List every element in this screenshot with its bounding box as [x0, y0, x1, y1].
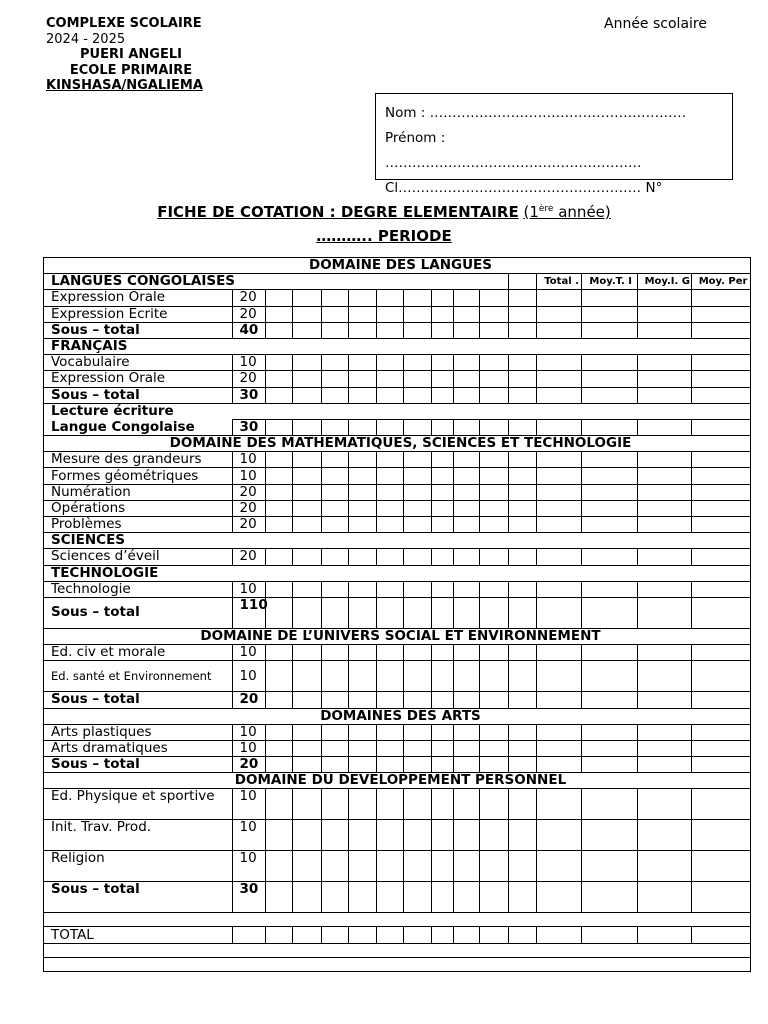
row-label: Problèmes — [44, 517, 233, 533]
row-label: Mesure des grandeurs — [44, 452, 233, 468]
total-label: TOTAL — [44, 927, 233, 943]
row-label: Init. Trav. Prod. — [44, 820, 233, 851]
row-max: 10 — [232, 645, 265, 661]
row-label: Formes géométriques — [44, 468, 233, 484]
table-row — [44, 581, 751, 597]
table-row — [44, 484, 751, 500]
row-label: Ed. santé et Environnement — [44, 661, 233, 692]
nom-field[interactable]: Nom : ………………………………………………… — [385, 105, 687, 121]
table-row — [44, 661, 751, 692]
row-max: 20 — [232, 549, 265, 565]
table-row — [44, 371, 751, 387]
prenom-field[interactable]: ………………………………………………… — [385, 155, 642, 171]
section-technologie: TECHNOLOGIE — [44, 565, 751, 581]
school-name: PUERI ANGELI — [80, 47, 182, 62]
school-complex: COMPLEXE SCOLAIRE — [46, 16, 202, 31]
table-row — [44, 740, 751, 756]
row-label: Religion — [44, 851, 233, 882]
title-year-num: (1 — [523, 203, 539, 221]
row-label: Numération — [44, 484, 233, 500]
row-label: Sous – total — [44, 597, 233, 628]
page-title — [0, 203, 768, 221]
row-max: 20 — [232, 484, 265, 500]
row-label: Opérations — [44, 500, 233, 516]
domain-arts: DOMAINES DES ARTS — [44, 708, 751, 724]
table-row — [44, 306, 751, 322]
row-max: 10 — [232, 355, 265, 371]
section-sciences: SCIENCES — [44, 533, 751, 549]
row-max: 10 — [232, 789, 265, 820]
row-label: Technologie — [44, 581, 233, 597]
row-max: 10 — [232, 581, 265, 597]
table-row — [44, 452, 751, 468]
row-label: Arts dramatiques — [44, 740, 233, 756]
school-header — [46, 16, 216, 94]
row-max: 20 — [232, 306, 265, 322]
domain-maths: DOMAINE DES MATHEMATIQUES, SCIENCES ET TECHNOLOGIE — [44, 436, 751, 452]
title-year-word: année) — [553, 203, 611, 221]
row-max: 10 — [232, 851, 265, 882]
table-row — [44, 724, 751, 740]
row-max: 30 — [232, 387, 265, 403]
subtotal-row — [44, 322, 751, 338]
domain-perso: DOMAINE DU DEVELOPPEMENT PERSONNEL — [44, 773, 751, 789]
section-lecture: Lecture écriture — [44, 403, 751, 419]
row-label: Expression Orale — [44, 290, 233, 306]
row-max: 20 — [232, 517, 265, 533]
row-label: Langue Congolaise — [44, 419, 233, 435]
table-row — [44, 645, 751, 661]
domain-social: DOMAINE DE L’UNIVERS SOCIAL ET ENVIRONNEMENT — [44, 628, 751, 644]
header-total: Total . — [537, 274, 582, 290]
subtotal-row — [44, 692, 751, 708]
row-max: 10 — [232, 740, 265, 756]
section-francais: FRANÇAIS — [44, 338, 751, 354]
school-year-label: Année scolaire — [604, 16, 707, 32]
row-max: 30 — [232, 419, 265, 435]
row-label: Sous – total — [44, 322, 233, 338]
table-row — [44, 355, 751, 371]
table-row — [44, 468, 751, 484]
row-label: Sous – total — [44, 692, 233, 708]
grading-table — [43, 257, 751, 972]
row-label: Sous – total — [44, 387, 233, 403]
title-main: FICHE DE COTATION : DEGRE ELEMENTAIRE — [157, 203, 519, 221]
student-identity-box — [375, 93, 733, 196]
row-max: 10 — [232, 468, 265, 484]
total-row — [44, 927, 751, 943]
row-label: Ed. civ et morale — [44, 645, 233, 661]
row-label: Vocabulaire — [44, 355, 233, 371]
row-label: Ed. Physique et sportive — [44, 789, 233, 820]
row-max: 40 — [232, 322, 265, 338]
table-row — [44, 290, 751, 306]
subtotal-row — [44, 882, 751, 913]
title-year — [523, 203, 610, 221]
school-location: KINSHASA/NGALIEMA — [46, 78, 203, 93]
prenom-label: Prénom : — [385, 130, 446, 146]
table-row — [44, 419, 751, 435]
subtotal-row — [44, 597, 751, 628]
title-year-sup: ère — [538, 204, 554, 214]
period-title: ……….. PERIODE — [316, 227, 452, 245]
subtotal-row — [44, 387, 751, 403]
school-years: 2024 - 2025 — [46, 31, 126, 47]
row-max: 20 — [232, 757, 265, 773]
row-max: 10 — [232, 820, 265, 851]
row-label: Expression Ecrite — [44, 306, 233, 322]
row-max: 10 — [232, 661, 265, 692]
domain-langues: DOMAINE DES LANGUES — [44, 258, 751, 274]
table-row — [44, 549, 751, 565]
row-max: 20 — [232, 371, 265, 387]
header-moy-per: Moy. Per — [691, 274, 750, 290]
row-label: Expression Orale — [44, 371, 233, 387]
row-max: 20 — [232, 290, 265, 306]
school-level: ECOLE PRIMAIRE — [69, 62, 193, 78]
table-row — [44, 500, 751, 516]
row-label: Sciences d’éveil — [44, 549, 233, 565]
header-moy-g: Moy.I. G — [637, 274, 691, 290]
subtotal-row — [44, 757, 751, 773]
table-row — [44, 820, 751, 851]
header-moy-t: Moy.T. I — [582, 274, 637, 290]
row-max: 10 — [232, 452, 265, 468]
classe-field[interactable]: Cl……………………………………………… N° — [385, 180, 663, 196]
row-label: Sous – total — [44, 757, 233, 773]
row-max: 20 — [232, 500, 265, 516]
row-max: 110 — [232, 597, 265, 628]
row-label: Sous – total — [44, 882, 233, 913]
row-max: 30 — [232, 882, 265, 913]
section-langues-congolaises: LANGUES CONGOLAISES — [44, 274, 509, 290]
table-row — [44, 517, 751, 533]
table-row — [44, 851, 751, 882]
table-row — [44, 789, 751, 820]
row-max: 20 — [232, 692, 265, 708]
row-max: 10 — [232, 724, 265, 740]
row-label: Arts plastiques — [44, 724, 233, 740]
